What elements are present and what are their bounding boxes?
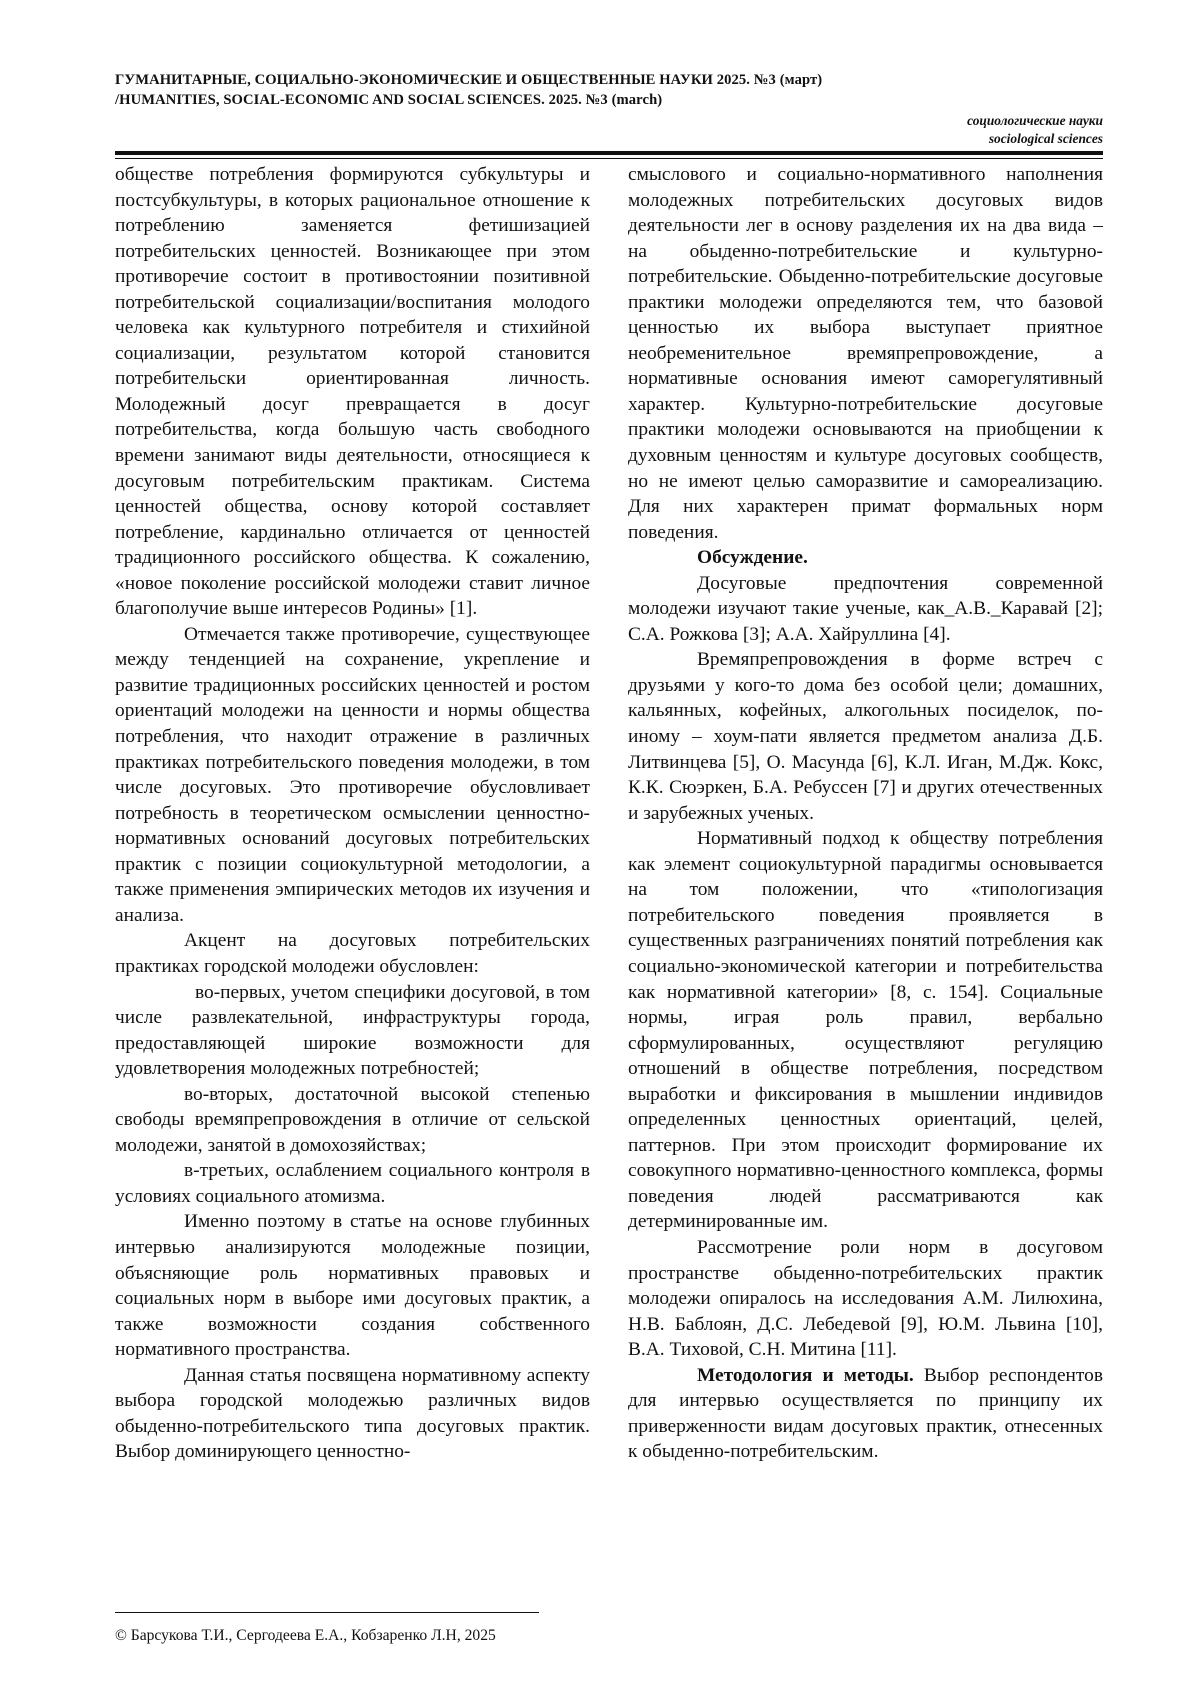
paragraph: Досуговые предпочтения современной молодежи изучают такие ученые, как_А.В._Каравай [2]; С.А. Рожкова [3]; А.А. Хайруллина [4]. bbox=[628, 572, 1103, 645]
right-column bbox=[628, 162, 1103, 1465]
paragraph: Отмечается также противоречие, существующее между тенденцией на сохранение, укрепление и развитие традиционных российских ценностей и ростом ориентаций молодежи на ценности и нормы общества потребления, что находит отражение в различных практиках потребительского поведения молодежи, в том числе досуговых. Это противоречие обусловливает потребность в теоретическом осмыслении ценностно-нормативных оснований досуговых потребительских практик с позиции социокультурной методологии, а также применения эмпирических методов их изучения и анализа. bbox=[115, 623, 590, 926]
paragraph: Нормативный подход к обществу потребления как элемент социокультурной парадигмы основывается на том положении, что «типологизация потребительского поведения проявляется в существенных разграничениях понятий потребления как социально-экономической категории и потребительства как нормативной категории» [8, с. 154]. Социальные нормы, играя роль правил, вербально сформулированных, осуществляют регуляцию отношений в обществе потребления, посредством выработки и фиксирования в мышлении индивидов определенных ценностных ориентаций, целей, паттернов. При этом происходит формирование их совокупного нормативно-ценностного комплекса, формы поведения людей рассматриваются как детерминированные им. bbox=[628, 828, 1103, 1233]
heading-text: Обсуждение. bbox=[697, 547, 808, 569]
list-item: во-вторых, достаточной высокой степенью свободы времяпрепровождения в отличие от сельской молодежи, занятой в домохозяйствах; bbox=[115, 1083, 590, 1156]
section-label bbox=[115, 112, 1103, 148]
section-label-en: sociological sciences bbox=[988, 131, 1103, 146]
paragraph: Времяпрепровождения в форме встреч с друзьями у кого-то дома без особой цели; домашних, кальянных, кофейных, алкогольных посиделок, по-иному – хоум-пати является предметом анализа Д.Б. Литвинцева [5], О. Масунда [6], К.Л. Иган, М.Дж. Кокс, К.К. Сюэркен, Б.А. Ребуссен [7] и других отечественных и зарубежных ученых. bbox=[628, 649, 1103, 824]
paragraph: Данная статья посвящена нормативному аспекту выбора городской молодежью различных видов обыденно-потребительского типа досуговых практик. Выбор доминирующего ценностно- bbox=[115, 1364, 590, 1463]
header-rule-thin bbox=[115, 158, 1103, 159]
paragraph: обществе потребления формируются субкультуры и постсубкультуры, в которых рациональное отношение к потреблению заменяется фетишизацией потребительских ценностей. Возникающее при этом противоречие состоит в противостоянии позитивной потребительской социализации/воспитания молодого человека как культурного потребителя и стихийной социализации, результатом которой становится потребительски ориентированная личность. Молодежный досуг превращается в досуг потребительства, когда большую часть свободного времени занимают виды деятельности, относящиеся к досуговым потребительским практикам. Система ценностей общества, основу которой составляет потребление, кардинально отличается от ценностей традиционного российского общества. К сожалению, «новое поколение российской молодежи ставит личное благополучие выше интересов Родины» [1]. bbox=[115, 164, 590, 620]
section-label-ru: социологические науки bbox=[967, 113, 1103, 128]
paragraph-methods bbox=[628, 1363, 1103, 1465]
footnote-separator bbox=[115, 1612, 539, 1613]
copyright-footnote: © Барсукова Т.И., Сергодеева Е.А., Кобзаренко Л.Н, 2025 bbox=[115, 1627, 496, 1644]
list-item: в-третьих, ослаблением социального контроля в условиях социального атомизма. bbox=[115, 1160, 590, 1207]
paragraph: Именно поэтому в статье на основе глубинных интервью анализируются молодежные позиции, объясняющие роль нормативных правовых и социальных норм в выборе ими досуговых практик, а также возможности создания собственного нормативного пространства. bbox=[115, 1211, 590, 1361]
paragraph: смыслового и социально-нормативного наполнения молодежных потребительских досуговых видов деятельности лег в основу разделения их на два вида – на обыденно-потребительские и культурно-потребительские. Обыденно-потребительские досуговые практики молодежи определяются тем, что базовой ценностью их выбора выступает приятное необременительное времяпрепровождение, а нормативные основания имеют саморегулятивный характер. Культурно-потребительские досуговые практики молодежи основываются на приобщении к духовным ценностям и культуре досуговых сообществ, но не имеют целью саморазвитие и самореализацию. Для них характерен примат формальных норм поведения. bbox=[628, 164, 1103, 543]
paragraph: Рассмотрение роли норм в досуговом пространстве обыденно-потребительских практик молодежи опиралось на исследования А.М. Лилюхина, Н.В. Баблоян, Д.С. Лебедевой [9], Ю.М. Львина [10], В.А. Тиховой, С.Н. Митина [11]. bbox=[628, 1236, 1103, 1361]
section-heading-discussion bbox=[628, 545, 1103, 571]
journal-title-ru: ГУМАНИТАРНЫЕ, СОЦИАЛЬНО-ЭКОНОМИЧЕСКИЕ И ОБЩЕСТВЕННЫЕ НАУКИ 2025. №3 (март) bbox=[115, 72, 823, 88]
section-heading-methods: Методология и методы. bbox=[697, 1364, 914, 1386]
left-column bbox=[115, 162, 590, 1465]
header-rule-thick bbox=[115, 151, 1103, 155]
paragraph-text: Выбор респондентов для интервью осуществляется по принципу их приверженности видам досуговых практик, отнесенных к обыденно-потребительским. bbox=[628, 1364, 1103, 1463]
journal-title-en: /HUMANITIES, SOCIAL-ECONOMIC AND SOCIAL SCIENCES. 2025. №3 (march) bbox=[115, 92, 663, 108]
list-item: во-первых, учетом специфики досуговой, в том числе развлекательной, инфраструктуры города, предоставляющей широкие возможности для удовлетворения молодежных потребностей; bbox=[115, 981, 590, 1080]
running-header bbox=[115, 70, 1103, 148]
paragraph: Акцент на досуговых потребительских практиках городской молодежи обусловлен: bbox=[115, 930, 590, 977]
